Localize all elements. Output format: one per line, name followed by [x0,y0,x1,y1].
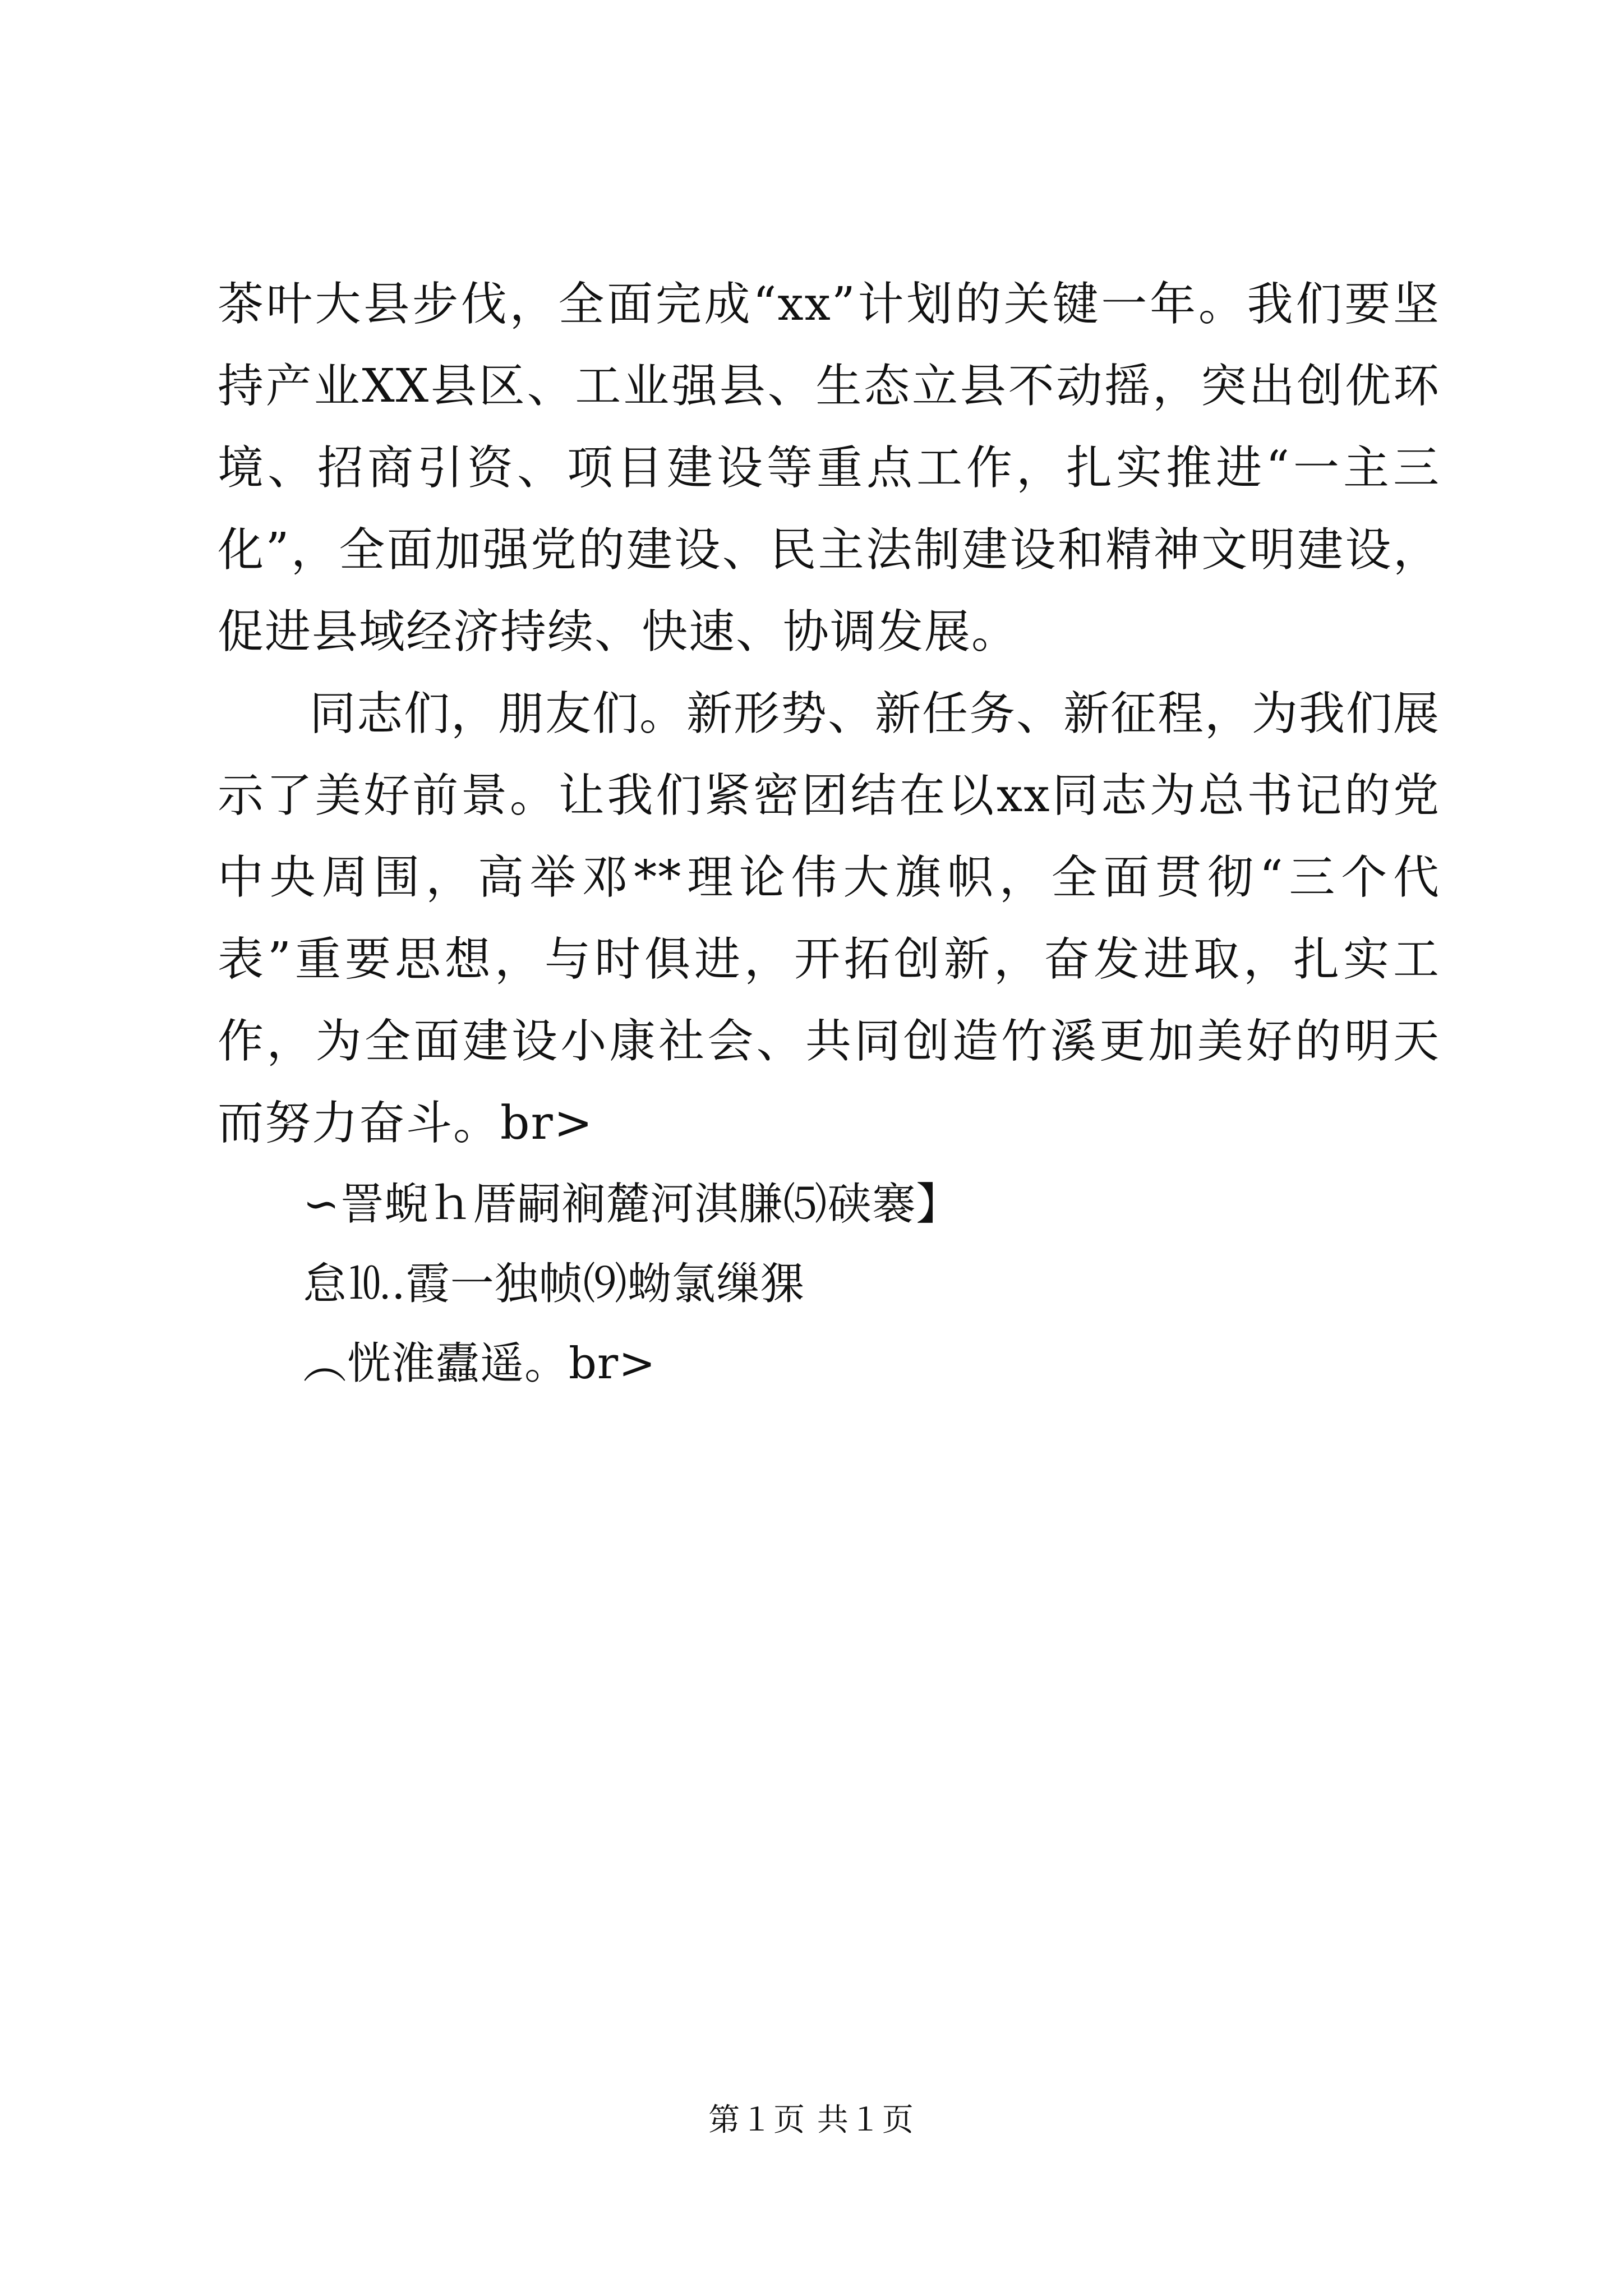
paragraph-1: 茶叶大县步伐，全面完成“xx”计划的关键一年。我们要坚持产业XX县区、工业强县、生态立县不动摇，突出创优环境、招商引资、项目建设等重点工作，扎实推进“一主三化”，全面加强党的建设、民主法制建设和精神文明建设，促进县域经济持续、快速、协调发展。 [218,278,1440,659]
paragraph-2: 同志们，朋友们。新形势、新任务、新征程，为我们展示了美好前景。让我们紧密团结在以xx同志为总书记的党中央周围，高举邓**理论伟大旗帜，全面贯彻“三个代表”重要思想，与时俱进，开拓创新，奋发进取，扎实工作，为全面建设小康社会、共同创造竹溪更加美好的明天而努力奋斗。br> [218,687,1441,1150]
page-footer: 第１页 共１页 [708,2102,915,2138]
garbled-line-2: 怠⒑.霞一独帧⑼蚴氯缫猓 [303,1259,805,1309]
garbled-line-1: ∽詈蜺ｈ厝嗣裥麓河淇膁⑸硖褰】 [303,1179,961,1230]
garbled-line-3: ︵恍淮蠹遥。br> [303,1338,656,1389]
document-body [218,264,1440,1404]
